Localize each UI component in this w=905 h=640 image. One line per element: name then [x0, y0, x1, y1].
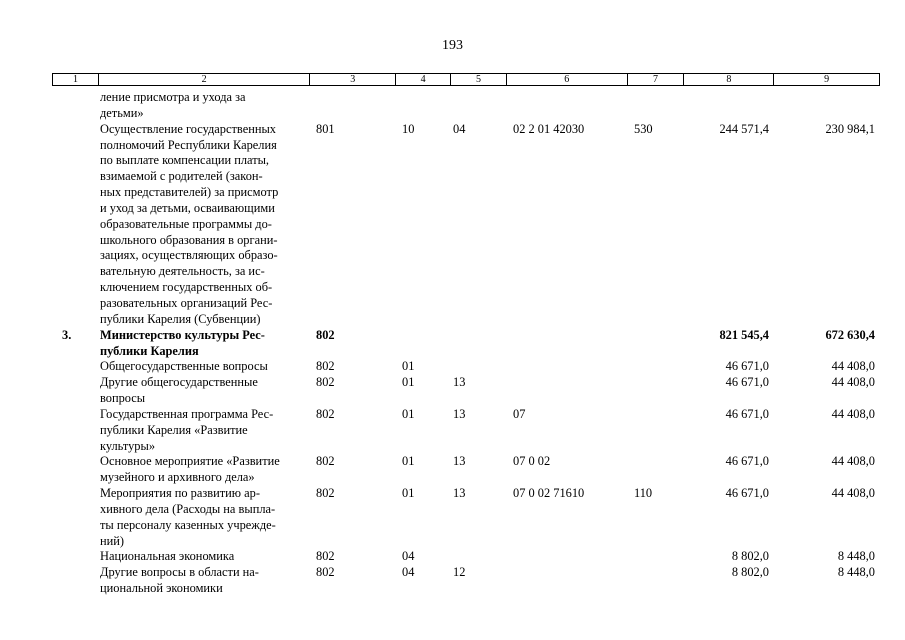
target-article-code: 07 0 02 — [513, 454, 551, 469]
description-line: Общегосударственные вопросы — [100, 359, 268, 374]
target-article-code: 07 — [513, 406, 526, 421]
expense-type-code — [628, 359, 685, 375]
row-number — [52, 407, 98, 455]
amount-col-9: 44 408,0 — [831, 486, 875, 501]
ministry-code: 802 — [316, 406, 335, 421]
row-number — [52, 486, 98, 549]
subsection-code — [451, 328, 507, 360]
description-line: циональной экономики — [100, 581, 223, 596]
description-line: Мероприятия по развитию ар- — [100, 486, 260, 501]
row-number — [52, 375, 98, 407]
description-line: Основное мероприятие «Развитие — [100, 454, 280, 469]
target-article-code — [507, 90, 628, 122]
amount-col-8 — [685, 90, 775, 122]
description-line: ключением государственных об- — [100, 280, 273, 295]
expense-type-code — [628, 454, 685, 486]
amount-col-9: 230 984,1 — [825, 121, 875, 136]
description-line: музейного и архивного дела» — [100, 470, 255, 485]
row-description — [98, 549, 310, 565]
row-description — [98, 122, 310, 328]
description-line: Министерство культуры Рес- — [100, 327, 265, 342]
target-article-code — [507, 549, 628, 565]
row-number — [52, 122, 98, 328]
ministry-code: 802 — [316, 565, 335, 580]
description-line: публики Карелия «Развитие — [100, 422, 248, 437]
section-code: 04 — [402, 549, 415, 564]
description-line: публики Карелия (Субвенции) — [100, 311, 261, 326]
section-code: 10 — [402, 121, 415, 136]
description-line: полномочий Республики Карелия — [100, 137, 277, 152]
description-line: Другие вопросы в области на- — [100, 565, 259, 580]
amount-col-8: 46 671,0 — [725, 406, 769, 421]
subsection-code — [451, 549, 507, 565]
table-row — [52, 549, 880, 565]
table-row — [52, 359, 880, 375]
expense-type-code — [628, 549, 685, 565]
description-line: разовательных организаций Рес- — [100, 295, 273, 310]
target-article-code — [507, 359, 628, 375]
amount-col-9: 8 448,0 — [837, 565, 875, 580]
subsection-code: 13 — [453, 454, 466, 469]
section-code: 01 — [402, 406, 415, 421]
header-col-3: 3 — [310, 74, 396, 85]
header-col-7: 7 — [628, 74, 685, 85]
target-article-code: 02 2 01 42030 — [513, 121, 585, 136]
amount-col-8: 8 802,0 — [731, 565, 769, 580]
row-number: 3. — [62, 327, 72, 342]
row-number — [52, 565, 98, 597]
row-description — [98, 359, 310, 375]
header-col-5: 5 — [451, 74, 507, 85]
expense-type-code: 110 — [634, 486, 653, 501]
description-line: хивного дела (Расходы на выпла- — [100, 501, 276, 516]
header-col-4: 4 — [396, 74, 451, 85]
table-header — [52, 73, 880, 86]
description-line: по выплате компенсации платы, — [100, 153, 270, 168]
ministry-code: 802 — [316, 327, 335, 342]
amount-col-9: 44 408,0 — [831, 454, 875, 469]
row-description — [98, 407, 310, 455]
amount-col-8: 46 671,0 — [725, 486, 769, 501]
description-line: и уход за детьми, осваивающими — [100, 200, 275, 215]
header-col-1: 1 — [53, 74, 99, 85]
table-row — [52, 90, 880, 122]
header-col-6: 6 — [507, 74, 628, 85]
subsection-code: 13 — [453, 406, 466, 421]
table-body — [52, 90, 880, 597]
section-code — [396, 328, 451, 360]
table-row — [52, 565, 880, 597]
description-line: школьного образования в органи- — [100, 232, 278, 247]
section-code: 01 — [402, 454, 415, 469]
row-description — [98, 454, 310, 486]
page-number: 193 — [442, 38, 463, 53]
row-description — [98, 486, 310, 549]
amount-col-9: 8 448,0 — [837, 549, 875, 564]
subsection-code: 13 — [453, 486, 466, 501]
subsection-code: 04 — [453, 121, 466, 136]
subsection-code — [451, 359, 507, 375]
row-description — [98, 328, 310, 360]
subsection-code — [451, 90, 507, 122]
description-line: вопросы — [100, 391, 146, 406]
section-code: 01 — [402, 486, 415, 501]
target-article-code — [507, 375, 628, 407]
description-line: публики Карелия — [100, 343, 199, 358]
header-col-8: 8 — [684, 74, 774, 85]
amount-col-8: 244 571,4 — [719, 121, 769, 136]
expense-type-code — [628, 328, 685, 360]
description-line: Национальная экономика — [100, 549, 235, 564]
target-article-code: 07 0 02 71610 — [513, 486, 585, 501]
expense-type-code — [628, 407, 685, 455]
ministry-code — [310, 90, 396, 122]
amount-col-8: 46 671,0 — [725, 375, 769, 390]
subsection-code: 13 — [453, 375, 466, 390]
target-article-code — [507, 328, 628, 360]
ministry-code: 802 — [316, 549, 335, 564]
row-description — [98, 90, 310, 122]
ministry-code: 801 — [316, 121, 335, 136]
section-code: 04 — [402, 565, 415, 580]
table-row — [52, 486, 880, 549]
amount-col-9 — [775, 90, 880, 122]
ministry-code: 802 — [316, 486, 335, 501]
section-code: 01 — [402, 375, 415, 390]
amount-col-8: 46 671,0 — [725, 359, 769, 374]
row-description — [98, 565, 310, 597]
table-row — [52, 122, 880, 328]
description-line: Государственная программа Рес- — [100, 406, 274, 421]
header-col-9: 9 — [824, 74, 830, 85]
ministry-code: 802 — [316, 454, 335, 469]
description-line: ты персоналу казенных учрежде- — [100, 517, 276, 532]
ministry-code: 802 — [316, 375, 335, 390]
amount-col-9: 672 630,4 — [825, 327, 875, 342]
table-row — [52, 407, 880, 455]
description-line: взимаемой с родителей (закон- — [100, 169, 263, 184]
amount-col-9: 44 408,0 — [831, 406, 875, 421]
section-code: 01 — [402, 359, 415, 374]
description-line: Осуществление государственных — [100, 121, 276, 136]
header-col-2: 2 — [99, 74, 310, 85]
row-number — [52, 549, 98, 565]
subsection-code: 12 — [453, 565, 466, 580]
amount-col-9: 44 408,0 — [831, 375, 875, 390]
description-line: ление присмотра и ухода за — [100, 90, 246, 104]
description-line: культуры» — [100, 438, 156, 453]
amount-col-8: 8 802,0 — [731, 549, 769, 564]
description-line: ний) — [100, 533, 125, 548]
target-article-code — [507, 565, 628, 597]
description-line: ных представителей) за присмотр — [100, 185, 279, 200]
table-row — [52, 375, 880, 407]
row-number — [52, 90, 98, 122]
expense-type-code — [628, 565, 685, 597]
table-row — [52, 328, 880, 360]
row-number — [52, 359, 98, 375]
row-number — [52, 454, 98, 486]
description-line: вательную деятельность, за ис- — [100, 264, 265, 279]
ministry-code: 802 — [316, 359, 335, 374]
expense-type-code — [628, 375, 685, 407]
expense-type-code: 530 — [634, 121, 653, 136]
amount-col-9: 44 408,0 — [831, 359, 875, 374]
description-line: детьми» — [100, 105, 144, 120]
row-description — [98, 375, 310, 407]
table-row — [52, 454, 880, 486]
description-line: Другие общегосударственные — [100, 375, 258, 390]
amount-col-8: 46 671,0 — [725, 454, 769, 469]
expense-type-code — [628, 90, 685, 122]
description-line: образовательные программы до- — [100, 216, 272, 231]
description-line: зациях, осуществляющих образо- — [100, 248, 278, 263]
amount-col-8: 821 545,4 — [719, 327, 769, 342]
section-code — [396, 90, 451, 122]
